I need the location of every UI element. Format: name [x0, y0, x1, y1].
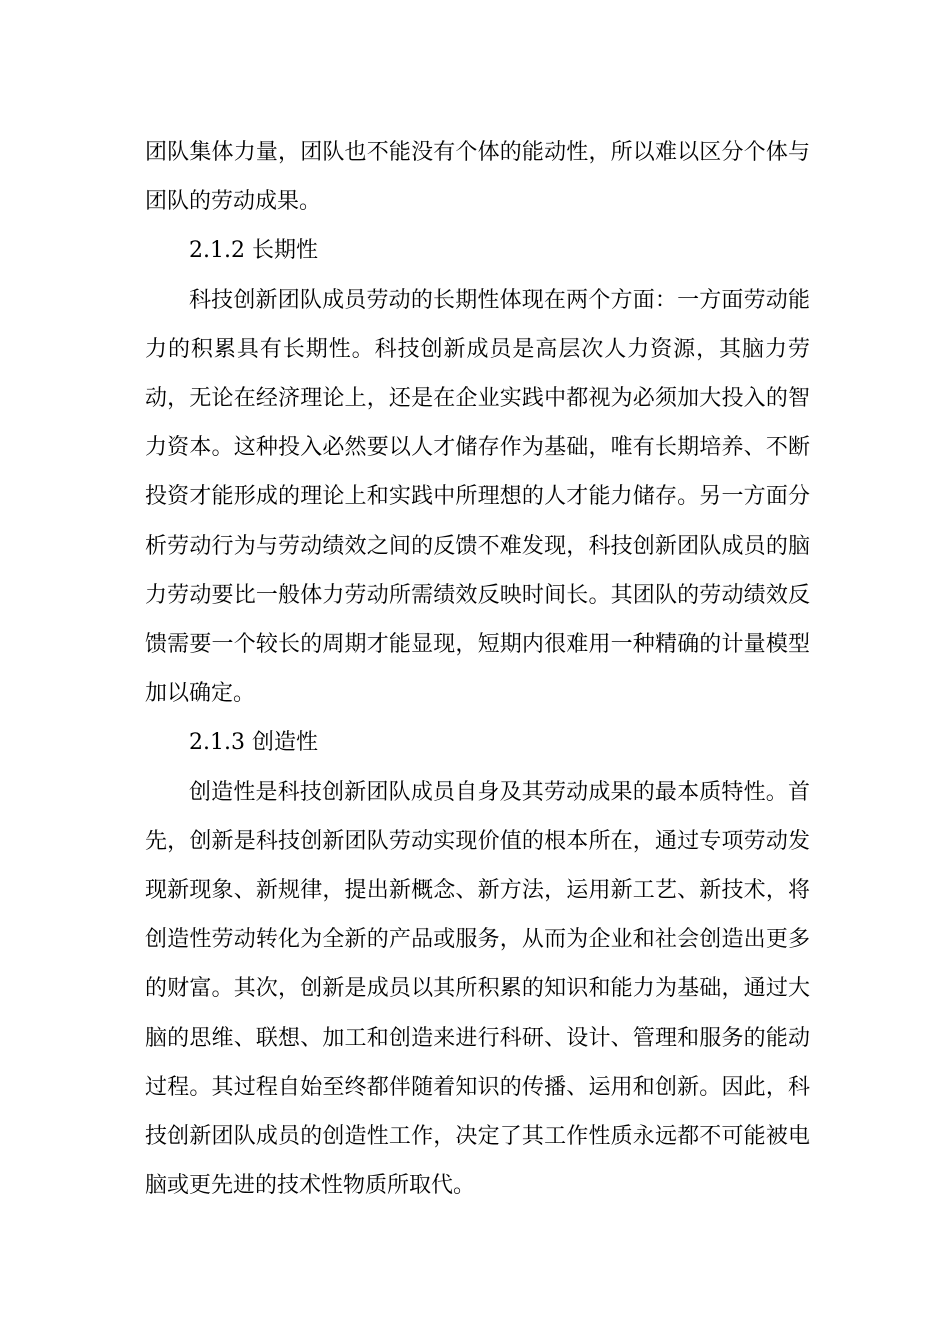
document-body [145, 128, 810, 1210]
paragraph-continuation: 团队集体力量，团队也不能没有个体的能动性，所以难以区分个体与团队的劳动成果。 [145, 140, 810, 215]
section-heading-2-1-2: 2.1.2 长期性 [189, 238, 318, 264]
paragraph-creativity: 创造性是科技创新团队成员自身及其劳动成果的最本质特性。首先，创新是科技创新团队劳动实现价值的根本所在，通过专项劳动发现新现象、新规律，提出新概念、新方法，运用新工艺、新技术，将创造性劳动转化为全新的产品或服务，从而为企业和社会创造出更多的财富。其次，创新是成员以其所积累的知识和能力为基础，通过大脑的思维、联想、加工和创造来进行科研、设计、管理和服务的能动过程。其过程自始至终都伴随着知识的传播、运用和创新。因此，科技创新团队成员的创造性工作，决定了其工作性质永远都不可能被电脑或更先进的技术性物质所取代。 [145, 779, 810, 1199]
paragraph-long-term: 科技创新团队成员劳动的长期性体现在两个方面：一方面劳动能力的积累具有长期性。科技创新成员是高层次人力资源，其脑力劳动，无论在经济理论上，还是在企业实践中都视为必须加大投入的智力资本。这种投入必然要以人才储存作为基础，唯有长期培养、不断投资才能形成的理论上和实践中所理想的人才能力储存。另一方面分析劳动行为与劳动绩效之间的反馈不难发现，科技创新团队成员的脑力劳动要比一般体力劳动所需绩效反映时间长。其团队的劳动绩效反馈需要一个较长的周期才能显现，短期内很难用一种精确的计量模型加以确定。 [145, 287, 810, 707]
section-heading-2-1-3: 2.1.3 创造性 [189, 730, 318, 756]
